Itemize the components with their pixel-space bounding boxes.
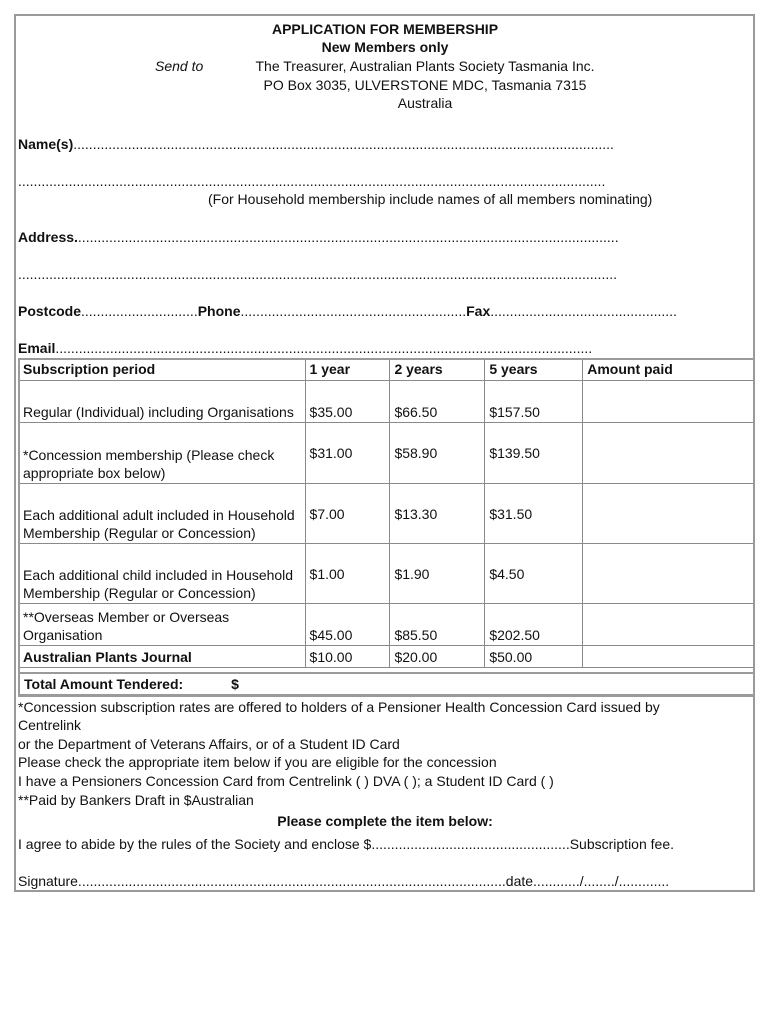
- col-amount-paid: Amount paid: [583, 359, 755, 381]
- address-line-1: The Treasurer, Australian Plants Society Tasmania Inc.: [255, 58, 595, 74]
- total-dollar-sign: $: [231, 676, 239, 692]
- concession-check-line[interactable]: I have a Pensioners Concession Card from Centrelink ( ) DVA ( ); a Student ID Card ( ): [18, 773, 554, 789]
- note-line-1: *Concession subscription rates are offered to holders of a Pensioner Health Concession Card issued by: [18, 699, 660, 715]
- price-2-years: $66.50: [390, 381, 485, 423]
- col-subscription-period: Subscription period: [19, 359, 306, 381]
- household-note: (For Household membership include names of all members nominating): [208, 191, 653, 207]
- address-line-2[interactable]: ..........................................................................................................................................................: [18, 266, 618, 282]
- note-line-3: or the Department of Veterans Affairs, or of a Student ID Card: [18, 736, 400, 752]
- contact-row[interactable]: [18, 303, 756, 319]
- form-subtitle: New Members only: [321, 39, 449, 55]
- table-header-row: [19, 359, 755, 381]
- row-label: *Concession membership (Please check appropriate box below): [19, 423, 306, 484]
- table-row: [19, 423, 755, 484]
- fax-label: Fax: [466, 303, 491, 319]
- price-1-year: $7.00: [305, 484, 390, 544]
- table-row: [19, 381, 755, 423]
- note-line-2: Centrelink: [18, 717, 82, 733]
- send-to-label: Send to: [155, 58, 204, 74]
- complete-heading: Please complete the item below:: [277, 813, 493, 829]
- email-dots: ..........................................................................................................................................: [55, 340, 593, 356]
- price-2-years: $20.00: [390, 646, 485, 668]
- price-2-years: $13.30: [390, 484, 485, 544]
- price-5-years: $139.50: [485, 423, 583, 484]
- row-label: Each additional child included in Household Membership (Regular or Concession): [19, 544, 306, 604]
- price-2-years: $85.50: [390, 604, 485, 646]
- address-line-3: Australia: [397, 95, 453, 111]
- row-label: **Overseas Member or Overseas Organisation: [19, 604, 306, 646]
- price-2-years: $58.90: [390, 423, 485, 484]
- price-1-year: $10.00: [305, 646, 390, 668]
- row-label: Australian Plants Journal: [19, 646, 306, 668]
- agree-line[interactable]: I agree to abide by the rules of the Society and enclose $...................................................Subscription fee.: [18, 836, 674, 852]
- table-row: [19, 544, 755, 604]
- amount-paid-cell[interactable]: [583, 544, 755, 604]
- address-dots: ...........................................................................................................................................: [77, 229, 619, 245]
- total-label: Total Amount Tendered:: [24, 676, 184, 692]
- signature-line[interactable]: Signature..............................................................................................................date............/......../.............: [18, 873, 670, 889]
- amount-paid-cell[interactable]: [583, 381, 755, 423]
- names-dots: ...........................................................................................................................................: [73, 136, 614, 152]
- table-row: [19, 646, 755, 668]
- table-row: [19, 604, 755, 646]
- postcode-label: Postcode: [18, 303, 82, 319]
- note-line-4: Please check the appropriate item below if you are eligible for the concession: [18, 754, 497, 770]
- price-5-years: $31.50: [485, 484, 583, 544]
- phone-dots: ..........................................................: [240, 303, 467, 319]
- total-amount-row[interactable]: [18, 672, 755, 696]
- col-1-year: 1 year: [305, 359, 390, 381]
- phone-label: Phone: [197, 303, 241, 319]
- note-line-6: **Paid by Bankers Draft in $Australian: [18, 792, 254, 808]
- col-5-years: 5 years: [485, 359, 583, 381]
- address-label: Address.: [18, 229, 78, 245]
- table-row: [19, 484, 755, 544]
- form-title: APPLICATION FOR MEMBERSHIP: [271, 21, 499, 37]
- fax-dots: ................................................: [490, 303, 677, 319]
- price-1-year: $35.00: [305, 381, 390, 423]
- email-label: Email: [18, 340, 56, 356]
- amount-paid-cell[interactable]: [583, 604, 755, 646]
- row-label: Each additional adult included in Household Membership (Regular or Concession): [19, 484, 306, 544]
- price-1-year: $31.00: [305, 423, 390, 484]
- address-row[interactable]: [18, 229, 740, 245]
- email-row[interactable]: [18, 340, 678, 356]
- price-1-year: $45.00: [305, 604, 390, 646]
- amount-paid-cell[interactable]: [583, 484, 755, 544]
- price-1-year: $1.00: [305, 544, 390, 604]
- postcode-dots: ..............................: [81, 303, 198, 319]
- col-2-years: 2 years: [390, 359, 485, 381]
- amount-paid-cell[interactable]: [583, 423, 755, 484]
- price-5-years: $157.50: [485, 381, 583, 423]
- names-label: Name(s): [18, 136, 74, 152]
- names-line-2[interactable]: .......................................................................................................................................................: [18, 173, 606, 189]
- address-line-2: PO Box 3035, ULVERSTONE MDC, Tasmania 7315: [263, 77, 587, 93]
- subscription-table: [18, 358, 755, 668]
- amount-paid-cell[interactable]: [583, 646, 755, 668]
- names-row[interactable]: [18, 136, 738, 152]
- price-5-years: $4.50: [485, 544, 583, 604]
- price-5-years: $50.00: [485, 646, 583, 668]
- price-5-years: $202.50: [485, 604, 583, 646]
- price-2-years: $1.90: [390, 544, 485, 604]
- row-label: Regular (Individual) including Organisations: [19, 381, 306, 423]
